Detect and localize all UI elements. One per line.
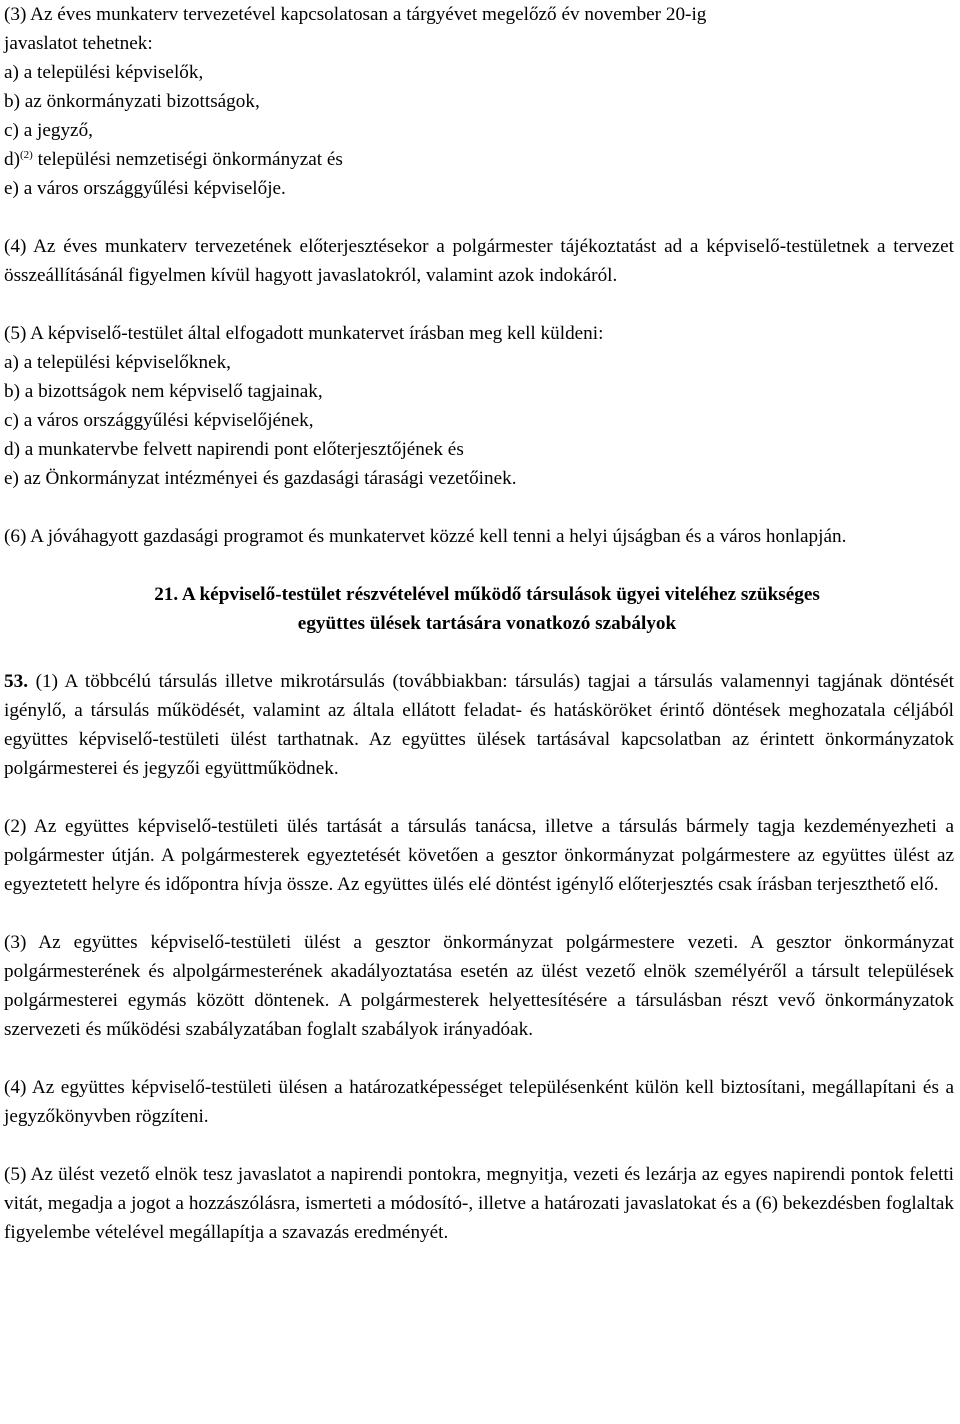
paragraph-5-item-d: d) a munkatervbe felvett napirendi pont előterjesztőjének és <box>4 439 464 460</box>
paragraph-6: (6) A jóváhagyott gazdasági programot és munkatervet közzé kell tenni a helyi újságban és a város honlapján. <box>4 526 847 547</box>
section-heading-line-1: 21. A képviselő-testület részvételével működő társulások ügyei viteléhez szükséges <box>154 584 820 605</box>
paragraph-5 <box>4 319 954 493</box>
section-number: 53. <box>4 671 28 692</box>
section-53-paragraph-3: (3) Az együttes képviselő-testületi ülést a gesztor önkormányzat polgármestere vezeti. A gesztor önkormányzat polgármesterének és alpolgármesterének akadályoztatása esetén az ülést vezető elnök személyéről a társult települések polgármesterei egymás között döntenek. A polgármesterek helyettesítésére a társulásban részt vevő önkormányzatok szervezeti és működési szabályzatában foglalt szabályok irányadóak. <box>4 932 954 1040</box>
paragraph-3-line-2: javaslatot tehetnek: <box>4 33 153 54</box>
section-heading-line-2: együttes ülések tartására vonatkozó szabályok <box>297 613 677 634</box>
paragraph-3-item-c: c) a jegyző, <box>4 120 93 141</box>
paragraph-3-line-1: (3) Az éves munkaterv tervezetével kapcsolatosan a tárgyévet megelőző év november 20-ig <box>4 4 707 25</box>
paragraph-5-item-c: c) a város országgyűlési képviselőjének, <box>4 410 314 431</box>
paragraph-3 <box>4 0 954 203</box>
paragraph-3-item-d-text: települési nemzetiségi önkormányzat és <box>32 149 343 170</box>
section-53-paragraph-5: (5) Az ülést vezető elnök tesz javaslatot a napirendi pontokra, megnyitja, vezeti és lezárja az egyes napirendi pontok feletti vitát, megadja a jogot a hozzászólásra, ismerteti a módosító-, illetve a határozati javaslatokat és a (6) bekezdésben foglaltak figyelembe vételével megállapítja a szavazás eredményét. <box>4 1164 954 1243</box>
paragraph-3-item-e: e) a város országgyűlési képviselője. <box>4 178 286 199</box>
paragraph-3-item-a: a) a települési képviselők, <box>4 62 204 83</box>
paragraph-5-item-e: e) az Önkormányzat intézményei és gazdasági tárasági vezetőinek. <box>4 468 517 489</box>
section-53-paragraph-4: (4) Az együttes képviselő-testületi ülésen a határozatképességet településenként külön kell biztosítani, megállapítani és a jegyzőkönyvben rögzíteni. <box>4 1077 954 1127</box>
section-53-paragraph-2: (2) Az együttes képviselő-testületi ülés tartását a társulás tanácsa, illetve a társulás bármely tagja kezdeményezheti a polgármester útján. A polgármesterek egyeztetését követően a gesztor önkormányzat polgármestere az együttes ülést az egyeztetett helyre és időpontra hívja össze. Az együttes ülés elé döntést igénylő előterjesztés csak írásban terjeszthető elő. <box>4 816 954 895</box>
section-heading-21 <box>4 580 954 638</box>
paragraph-5-intro: (5) A képviselő-testület által elfogadott munkatervet írásban meg kell küldeni: <box>4 323 604 344</box>
paragraph-3-item-d <box>4 145 954 174</box>
paragraph-4: (4) Az éves munkaterv tervezetének előterjesztésekor a polgármester tájékoztatást ad a képviselő-testületnek a tervezet összeállításánál figyelmen kívül hagyott javaslatokról, valamint azok indokáról. <box>4 236 954 286</box>
paragraph-3-item-b: b) az önkormányzati bizottságok, <box>4 91 260 112</box>
amendment-note: (2) <box>19 149 33 161</box>
paragraph-5-item-b: b) a bizottságok nem képviselő tagjainak, <box>4 381 323 402</box>
paragraph-3-item-d-prefix: d) <box>4 149 20 170</box>
paragraph-5-item-a: a) a települési képviselőknek, <box>4 352 231 373</box>
section-53-paragraph-1-text: (1) A többcélú társulás illetve mikrotársulás (továbbiakban: társulás) tagjai a társulás valamennyi tagjának döntését igénylő, a társulás működését, valamint az általa ellátott feladat- és hatásköröket érintő döntések meghozatala céljából együttes képviselő-testületi ülést tarthatnak. Az együttes ülések tartásával kapcsolatban az érintett önkormányzatok polgármesterei és jegyzői együttműködnek. <box>4 671 954 779</box>
section-53-paragraph-1 <box>4 667 954 783</box>
